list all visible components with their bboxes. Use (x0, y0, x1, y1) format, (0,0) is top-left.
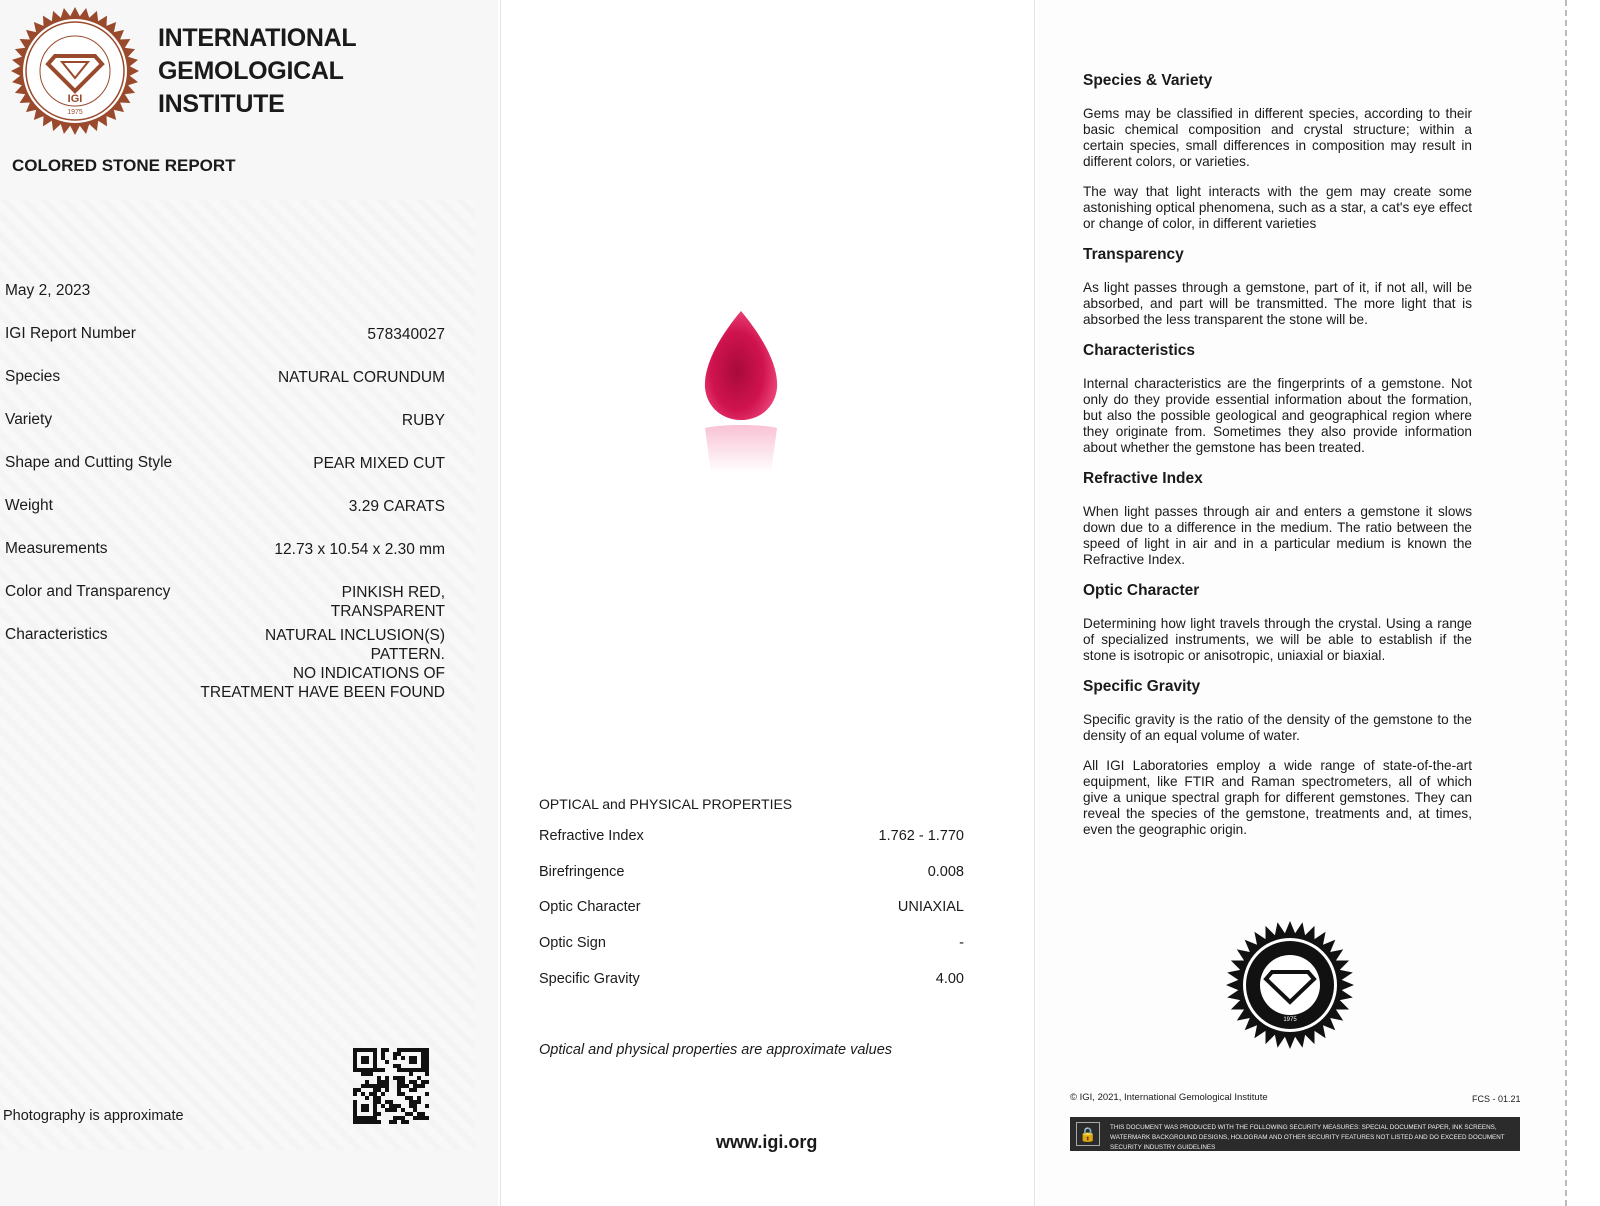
optical-row (539, 864, 964, 880)
info-section (1083, 582, 1472, 664)
field-label: Shape and Cutting Style (5, 454, 173, 471)
field-value: NATURAL CORUNDUM (277, 369, 445, 386)
security-notice (1070, 1117, 1520, 1151)
field-value: 3.29 CARATS (348, 498, 445, 515)
optical-label: Birefringence (539, 863, 625, 880)
section-heading: Characteristics (1083, 342, 1196, 359)
optical-value: - (959, 935, 964, 952)
optical-value: 1.762 - 1.770 (878, 828, 964, 844)
field-value: PINKISH RED, TRANSPARENT (330, 584, 445, 620)
ruby-gem-photo (701, 308, 781, 478)
info-sections (1083, 72, 1472, 852)
field-value: 12.73 x 10.54 x 2.30 mm (274, 541, 445, 558)
section-paragraph: The way that light interacts with the gem may create some astonishing optical phenomena, such as a star, a cat's eye effect or change of color, in different varieties (1083, 184, 1472, 231)
section-paragraph: When light passes through air and enters a gemstone it slows down due to a difference in the medium. The ratio between the speed of light in air and in a particular medium is known the Refractive Index. (1083, 504, 1472, 567)
optical-value: 0.008 (927, 863, 964, 880)
info-section (1083, 342, 1472, 456)
optical-label: Refractive Index (539, 828, 644, 844)
igi-seal-logo (10, 6, 140, 136)
section-paragraph: Internal characteristics are the fingerprints of a gemstone. Not only do they provide essential information about the formation, but also the possible geological and geographical region where they originate from. Sometimes they also provide information about whether the gemstone has been treated. (1083, 376, 1472, 455)
optical-panel (500, 0, 1035, 1206)
optical-row (539, 971, 964, 987)
optical-row (539, 899, 964, 915)
svg-text:IGI: IGI (67, 93, 83, 105)
website-link[interactable]: www.igi.org (716, 1132, 818, 1152)
photo-note: Photography is approximate (3, 1108, 184, 1124)
report-title: COLORED STONE REPORT (12, 156, 236, 175)
section-paragraph: Specific gravity is the ratio of the density of the gemstone to the density of an equal volume of water. (1083, 712, 1472, 743)
section-heading: Species & Variety (1083, 72, 1213, 89)
section-heading: Refractive Index (1083, 470, 1203, 487)
field-label: Weight (5, 497, 53, 514)
section-paragraph: Gems may be classified in different species, according to their basic chemical composition and crystal structure; within a certain species, small differences in composition may result in different colors, or varieties. (1083, 106, 1472, 169)
copyright: © IGI, 2021, International Gemological Institute (1070, 1092, 1268, 1103)
brand-line: INSTITUTE (158, 90, 285, 118)
optical-label: Specific Gravity (539, 970, 640, 987)
info-section (1083, 678, 1472, 838)
qr-code[interactable] (353, 1048, 429, 1124)
brand-line: INTERNATIONAL (158, 24, 357, 52)
optical-title: OPTICAL and PHYSICAL PROPERTIES (539, 796, 793, 812)
svg-text:1975: 1975 (67, 109, 83, 116)
optical-note: Optical and physical properties are approximate values (539, 1042, 893, 1058)
field-label: Variety (5, 411, 53, 428)
optical-label: Optic Character (539, 899, 641, 916)
field-label: IGI Report Number (5, 325, 136, 342)
optical-row (539, 828, 964, 844)
optical-label: Optic Sign (539, 935, 606, 952)
field-value: PEAR MIXED CUT (313, 455, 445, 472)
info-section (1083, 246, 1472, 328)
field-label: Measurements (5, 540, 108, 557)
field-label: Color and Transparency (5, 583, 171, 600)
security-text: THIS DOCUMENT WAS PRODUCED WITH THE FOLLOWING SECURITY MEASURES: SPECIAL DOCUMENT PAPER, INK SCREENS, WATERMARK BACKGROUND DESIGNS, HOLOGRAM AND OTHER SECURITY FEATURES NOT LISTED AND DO EXCEED DOCUMENT SECURITY INDUSTRY GUIDELINES (1110, 1124, 1505, 1151)
info-section (1083, 470, 1472, 568)
section-heading: Transparency (1083, 246, 1184, 263)
optical-value: 4.00 (935, 970, 964, 987)
field-value: RUBY (401, 412, 445, 429)
section-paragraph: As light passes through a gemstone, part of it, if not all, will be absorbed, and part will be transmitted. The more light that is absorbed the less transparent the stone will be. (1083, 280, 1472, 327)
report-date: May 2, 2023 (5, 282, 91, 299)
igi-black-seal-logo (1225, 920, 1355, 1050)
field-value: NATURAL INCLUSION(S) PATTERN. NO INDICATIONS OF TREATMENT HAVE BEEN FOUND (200, 627, 445, 701)
section-heading: Specific Gravity (1083, 678, 1201, 695)
svg-text:1975: 1975 (1283, 1017, 1297, 1023)
section-heading: Optic Character (1083, 582, 1200, 599)
field-label: Characteristics (5, 626, 108, 643)
section-paragraph: All IGI Laboratories employ a wide range of state-of-the-art equipment, like FTIR and Raman spectrometers, all of which give a unique spectral graph for different gemstones. They can reveal the species of the gemstone, treatments and, at times, even the geographic origin. (1083, 758, 1472, 837)
form-code: FCS - 01.21 (1472, 1094, 1521, 1104)
field-value: 578340027 (367, 326, 445, 343)
report-panel (0, 0, 498, 1206)
section-paragraph: Determining how light travels through the crystal. Using a range of specialized instruments, we will be able to establish if the stone is isotropic or anisotropic, uniaxial or biaxial. (1083, 616, 1472, 663)
brand-line: GEMOLOGICAL (158, 57, 344, 85)
lock-icon: 🔒 (1076, 1122, 1100, 1146)
info-section (1083, 72, 1472, 232)
optical-row (539, 935, 964, 951)
optical-value: UNIAXIAL (897, 899, 964, 916)
brand-name (158, 22, 356, 121)
field-label: Species (5, 368, 61, 385)
